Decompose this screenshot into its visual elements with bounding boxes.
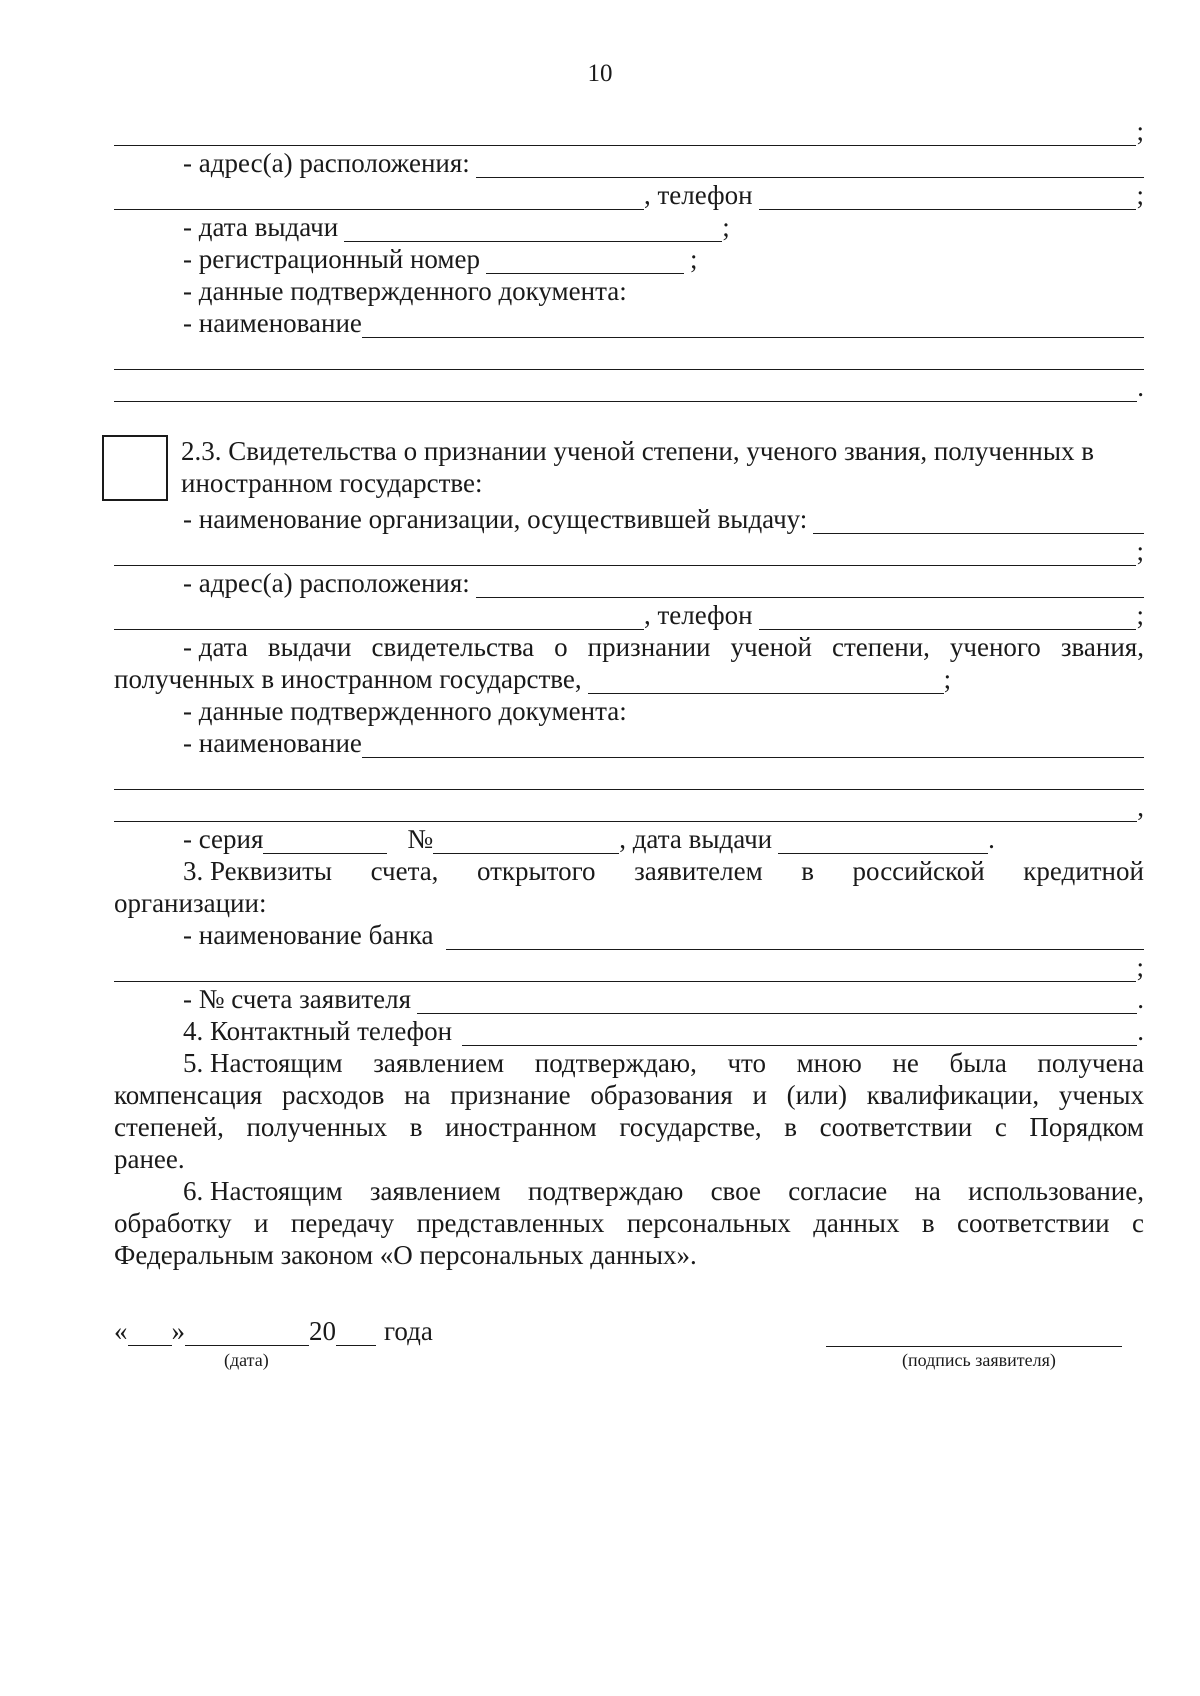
reg-number-field[interactable] — [486, 247, 684, 274]
contact-phone-field[interactable] — [462, 1019, 1137, 1046]
date-caption: (дата) — [224, 1350, 269, 1370]
section-6-line2: обработку и передачу представленных персональных данных в соответствии с — [114, 1208, 1144, 1238]
org-name-row — [114, 500, 1144, 534]
bank-name-row — [114, 916, 1144, 950]
blank-line — [114, 336, 1144, 370]
reg-number-row: - регистрационный номер ; — [183, 244, 698, 274]
number-label: № — [407, 824, 434, 854]
issue-date-row: - дата выдачи ; — [183, 212, 730, 242]
contact-phone-row: 4. Контактный телефон . — [183, 1016, 1144, 1046]
account-label: - № счета заявителя — [183, 984, 412, 1014]
section-6-line3: Федеральным законом «О персональных данных». — [114, 1240, 697, 1270]
blank-line: , — [114, 788, 1144, 822]
org-name-field[interactable] — [813, 507, 1144, 534]
blank-line: ; — [114, 532, 1144, 566]
series-row: - серия № , дата выдачи . — [183, 824, 995, 854]
doc-name-row — [114, 304, 1144, 338]
org-name-label: - наименование организации, осуществившей выдачу: — [183, 504, 808, 534]
series-field[interactable] — [263, 827, 387, 854]
blank-line: . — [114, 368, 1144, 402]
phone-row: , телефон ; — [114, 176, 1144, 210]
phone-field[interactable] — [759, 603, 1137, 630]
day-field[interactable] — [128, 1319, 172, 1346]
issue-date-field[interactable] — [344, 215, 722, 242]
section-5-line4: ранее. — [114, 1144, 185, 1174]
signature-field[interactable] — [826, 1320, 1122, 1347]
date-row: « » 20 года — [114, 1316, 433, 1346]
phone-field[interactable] — [759, 183, 1137, 210]
issue-date-label: - дата выдачи — [183, 212, 339, 242]
cert-date-line1: - дата выдачи свидетельства о признании ученой степени, ученого звания, — [183, 632, 1144, 662]
blank-field[interactable] — [114, 795, 1137, 822]
account-row: - № счета заявителя . — [183, 984, 1144, 1014]
blank-field[interactable] — [114, 763, 1144, 790]
month-field[interactable] — [185, 1319, 309, 1346]
address-row — [114, 144, 1144, 178]
issue-date-label: , дата выдачи — [619, 824, 773, 854]
cert-date-line2: полученных в иностранном государстве, ; — [114, 664, 952, 694]
doc-data-row — [114, 692, 1144, 726]
section-2-3-title-line2: иностранном государстве: — [181, 468, 483, 498]
phone-row: , телефон ; — [114, 596, 1144, 630]
section-5-line3: степеней, полученных в иностранном государстве, в соответствии с Порядком — [114, 1112, 1144, 1142]
blank-field[interactable] — [114, 119, 1136, 146]
doc-data-label: - данные подтвержденного документа: — [183, 276, 627, 306]
section-5-line1: 5. Настоящим заявлением подтверждаю, что мною не была получена — [183, 1048, 1144, 1078]
section-5-line2: компенсация расходов на признание образования и (или) квалификации, ученых — [114, 1080, 1144, 1110]
doc-name-label: - наименование — [183, 728, 362, 758]
blank-field[interactable] — [114, 539, 1136, 566]
bank-name-label: - наименование банка — [183, 920, 434, 950]
number-field[interactable] — [433, 827, 619, 854]
blank-line: ; — [114, 948, 1144, 982]
section-2-3-title-line1: 2.3. Свидетельства о признании ученой степени, ученого звания, полученных в — [181, 436, 1095, 466]
address-continuation-field[interactable] — [114, 603, 644, 630]
address-continuation-field[interactable] — [114, 183, 644, 210]
doc-name-field[interactable] — [362, 731, 1144, 758]
blank-line: ; — [114, 112, 1144, 146]
series-label: - серия — [183, 824, 264, 854]
doc-name-row — [114, 724, 1144, 758]
blank-field[interactable] — [114, 343, 1144, 370]
blank-field[interactable] — [114, 955, 1136, 982]
doc-name-field[interactable] — [362, 311, 1144, 338]
doc-name-label: - наименование — [183, 308, 362, 338]
doc-data-row — [114, 272, 1144, 306]
address-label: - адрес(а) расположения: — [183, 148, 470, 178]
section-6-line1: 6. Настоящим заявлением подтверждаю свое согласие на использование, — [183, 1176, 1144, 1206]
section-2-3-checkbox[interactable] — [102, 435, 168, 501]
contact-phone-label: 4. Контактный телефон — [183, 1016, 453, 1046]
bank-name-field[interactable] — [446, 923, 1144, 950]
issue-date-field[interactable] — [778, 827, 988, 854]
reg-number-label: - регистрационный номер — [183, 244, 480, 274]
cert-date-field[interactable] — [588, 667, 944, 694]
address-field[interactable] — [476, 151, 1144, 178]
blank-field[interactable] — [114, 375, 1137, 402]
account-field[interactable] — [417, 987, 1137, 1014]
section-3-line2: организации: — [114, 888, 267, 918]
year-field[interactable] — [336, 1319, 376, 1346]
phone-label: , телефон — [644, 600, 753, 630]
address-row — [114, 564, 1144, 598]
phone-label: , телефон — [644, 180, 753, 210]
signature-caption: (подпись заявителя) — [902, 1350, 1056, 1370]
address-label: - адрес(а) расположения: — [183, 568, 470, 598]
address-field[interactable] — [476, 571, 1144, 598]
doc-data-label: - данные подтвержденного документа: — [183, 696, 627, 726]
blank-line — [114, 756, 1144, 790]
section-3-line1: 3. Реквизиты счета, открытого заявителем в российской кредитной — [183, 856, 1144, 886]
page-number: 10 — [587, 60, 613, 87]
